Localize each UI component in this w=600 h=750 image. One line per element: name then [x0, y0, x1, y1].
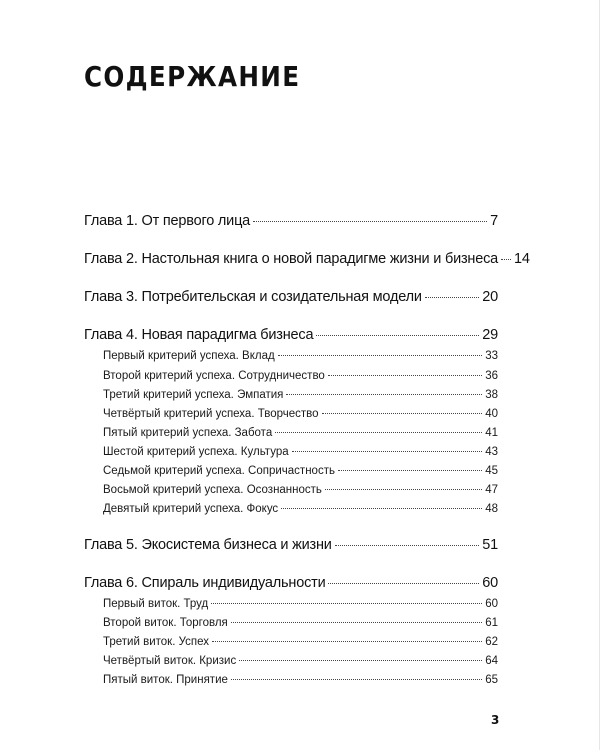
toc-page-number: 61: [485, 617, 498, 629]
toc-subsection-title: Третий виток. Успех: [103, 636, 209, 648]
toc-subsection-row: [103, 636, 498, 648]
toc-subsection-title: Пятый виток. Принятие: [103, 674, 228, 686]
toc-chapter-title: Глава 6. Спираль индивидуальности: [84, 575, 326, 591]
toc-subsection-title: Пятый критерий успеха. Забота: [103, 427, 273, 439]
toc-page-number: 20: [482, 289, 498, 305]
toc-leader-dots: [501, 259, 511, 260]
toc-subsection-title: Девятый критерий успеха. Фокус: [103, 503, 279, 515]
toc-subsection-title: Первый критерий успеха. Вклад: [103, 350, 275, 362]
toc-subsection-title: Седьмой критерий успеха. Сопричастность: [103, 465, 335, 477]
toc-subsection-title: Второй виток. Торговля: [103, 617, 228, 629]
toc-chapter-row: [84, 575, 498, 591]
toc-subsection-row: [103, 408, 498, 420]
toc-chapter-title: Глава 5. Экосистема бизнеса и жизни: [84, 537, 332, 553]
toc-page-number: 36: [485, 370, 498, 382]
toc-page-number: 48: [485, 503, 498, 515]
toc-page-number: 62: [485, 636, 498, 648]
toc-chapter-row: [84, 213, 498, 229]
toc-subsection-title: Четвёртый критерий успеха. Творчество: [103, 408, 319, 420]
toc-subsection-row: [103, 484, 498, 496]
toc-page-number: 65: [485, 674, 498, 686]
toc-subsection-row: [103, 350, 498, 362]
toc-chapter-row: [84, 251, 530, 267]
toc-page-number: 40: [485, 408, 498, 420]
toc-subsection-row: [103, 503, 498, 515]
toc-page-number: 64: [485, 655, 498, 667]
toc-subsection-title: Первый виток. Труд: [103, 598, 209, 610]
toc-chapter-title: Глава 1. От первого лица: [84, 213, 251, 229]
toc-subsection-row: [103, 370, 498, 382]
toc-leader-dots: [253, 221, 487, 222]
toc-leader-dots: [231, 622, 482, 623]
toc-chapter-title: Глава 2. Настольная книга о новой парадигме жизни и бизнеса: [84, 251, 499, 267]
toc-leader-dots: [322, 413, 483, 414]
toc-chapter-row: [84, 289, 498, 305]
toc-subsection-row: [103, 389, 498, 401]
toc-leader-dots: [212, 641, 482, 642]
toc-subsection-title: Восьмой критерий успеха. Осознанность: [103, 484, 322, 496]
toc-subsection-title: Шестой критерий успеха. Культура: [103, 446, 289, 458]
page-title: СОДЕРЖАНИЕ: [84, 60, 301, 93]
toc-leader-dots: [335, 545, 480, 546]
toc-page-number: 60: [485, 598, 498, 610]
toc-leader-dots: [275, 432, 482, 433]
toc-page-number: 14: [514, 251, 530, 267]
toc-subsection-title: Третий критерий успеха. Эмпатия: [103, 389, 284, 401]
toc-leader-dots: [328, 583, 479, 584]
toc-leader-dots: [278, 355, 483, 356]
toc-chapter-row: [84, 537, 498, 553]
toc-subsection-row: [103, 617, 498, 629]
toc-page-number: 45: [485, 465, 498, 477]
toc-subsection-row: [103, 427, 498, 439]
toc-leader-dots: [281, 508, 482, 509]
toc-page-number: 51: [482, 537, 498, 553]
toc-subsection-row: [103, 446, 498, 458]
toc-page-number: 43: [485, 446, 498, 458]
toc-subsection-row: [103, 674, 498, 686]
toc-page-number: 41: [485, 427, 498, 439]
toc-page-number: 33: [485, 350, 498, 362]
toc-leader-dots: [425, 297, 479, 298]
toc-subsection-row: [103, 598, 498, 610]
toc-subsection-row: [103, 465, 498, 477]
toc-leader-dots: [239, 660, 482, 661]
toc-chapter-title: Глава 3. Потребительская и созидательная модели: [84, 289, 422, 305]
toc-page-number: 38: [485, 389, 498, 401]
toc-page-number: 29: [482, 327, 498, 343]
toc-chapter-title: Глава 4. Новая парадигма бизнеса: [84, 327, 314, 343]
toc-page-number: 47: [485, 484, 498, 496]
toc-leader-dots: [328, 375, 482, 376]
toc-subsection-row: [103, 655, 498, 667]
toc-leader-dots: [325, 489, 482, 490]
toc-subsection-title: Второй критерий успеха. Сотрудничество: [103, 370, 325, 382]
toc-leader-dots: [286, 394, 482, 395]
toc-page-number: 60: [482, 575, 498, 591]
page-number: 3: [491, 713, 500, 727]
toc-leader-dots: [211, 603, 482, 604]
toc-leader-dots: [292, 451, 483, 452]
toc-leader-dots: [316, 335, 479, 336]
toc-leader-dots: [231, 679, 482, 680]
toc-page-number: 7: [490, 213, 498, 229]
toc-chapter-row: [84, 327, 498, 343]
toc-leader-dots: [338, 470, 482, 471]
toc-subsection-title: Четвёртый виток. Кризис: [103, 655, 237, 667]
